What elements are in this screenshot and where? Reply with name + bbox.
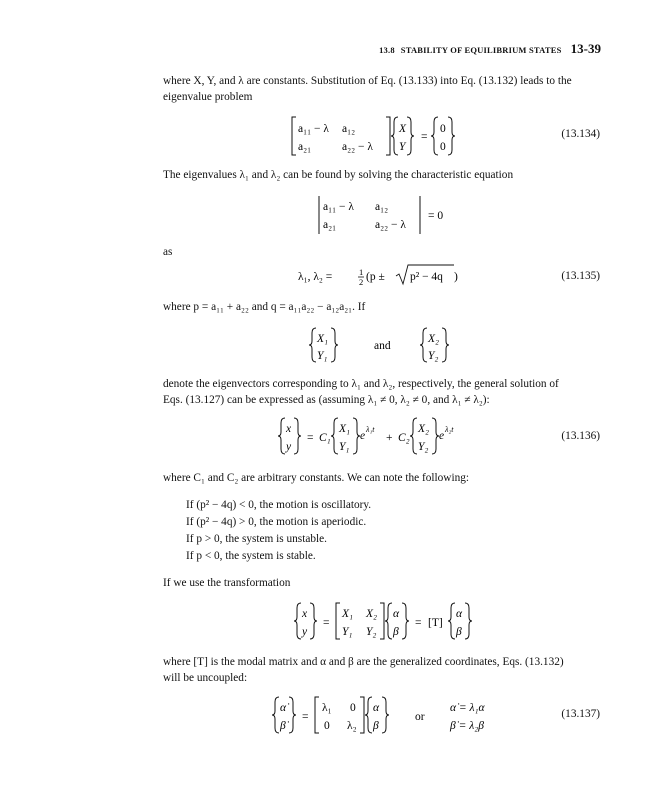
matrix-entry-21: a₂₁: [298, 141, 312, 153]
det-entry-21: a₂₁: [323, 219, 337, 231]
modal-21: Y₁: [342, 626, 353, 638]
exp2-base: e: [439, 430, 445, 442]
or-word: or: [415, 711, 425, 723]
zero-entry-1: 0: [440, 123, 446, 135]
vector-entry-x: X: [399, 123, 407, 135]
section-title: STABILITY OF EQUILIBRIUM STATES: [400, 45, 562, 55]
coord-alpha: α: [373, 702, 380, 714]
exp1-power: λ₁t: [366, 425, 375, 434]
eigvec1-x: X₁: [317, 333, 329, 345]
vec1-x1: X₁: [339, 423, 351, 435]
matrix-bracket-left: [292, 117, 296, 155]
vec2-y2: Y₂: [418, 441, 429, 453]
modal-bracket-left: [336, 603, 340, 639]
alpha-dot: α̇: [280, 702, 287, 714]
vec2-brace-left: [410, 418, 417, 454]
coord-beta: β: [393, 626, 399, 638]
ab2-brace-left: [448, 603, 455, 639]
eigvec1-y: Y₁: [317, 350, 328, 362]
equation-number-13-135: (13.135): [561, 270, 600, 282]
equals-sign: =: [302, 711, 309, 723]
paragraph-4: where p = a₁₁ + a₂₂ and q = a₁₁a₂₂ − a₁₂a₂₁. If: [163, 301, 366, 313]
vec2-x2: X₂: [418, 423, 430, 435]
var-x: x: [286, 423, 292, 435]
det-rhs: = 0: [428, 210, 444, 222]
half-numerator: 1: [359, 267, 364, 277]
uncoupled-eq-1: α̇ = λ₁α: [450, 702, 485, 714]
eigvec2-brace-right: [442, 328, 449, 362]
modal-bracket-right: [380, 603, 384, 639]
equals-sign: =: [307, 432, 314, 444]
xy-brace-left: [278, 418, 285, 454]
condition-2: If (p² − 4q) > 0, the motion is aperiodic.: [186, 516, 367, 528]
vec2-brace-right: [432, 418, 439, 454]
eigvec1-brace-right: [331, 328, 338, 362]
ab-brace-left: [365, 697, 372, 733]
transformation-equation: [292, 600, 492, 644]
vector-brace-left: [391, 117, 398, 155]
paragraph-5-line-2: Eqs. (13.127) can be expressed as (assuming λ₁ ≠ 0, λ₂ ≠ 0, and λ₁ ≠ λ₂):: [163, 394, 490, 406]
xy-brace-right: [294, 418, 301, 454]
vec1-brace-right: [353, 418, 360, 454]
condition-4: If p < 0, the system is stable.: [186, 550, 316, 562]
paragraph-1-line-2: eigenvalue problem: [163, 91, 253, 103]
dot-brace-right: [289, 697, 296, 733]
zero-vector-brace-right: [448, 117, 455, 155]
diag-21: 0: [324, 720, 330, 732]
coord-beta: β: [373, 720, 379, 732]
equation-13-136: [276, 415, 496, 459]
matrix-entry-11: a₁₁ − λ: [298, 123, 329, 135]
ab-brace-left: [385, 603, 392, 639]
constant-c2: C₂: [398, 432, 410, 444]
equation-number-13-134: (13.134): [561, 128, 600, 140]
matrix-entry-12: a₁₂: [342, 123, 356, 135]
diag-11: λ₁: [322, 702, 332, 714]
condition-3: If p > 0, the system is unstable.: [186, 533, 327, 545]
eigvec1-brace-left: [309, 328, 316, 362]
paragraph-8-line-1: where [T] is the modal matrix and α and β are the generalized coordinates, Eqs. (13.132): [163, 656, 564, 668]
var-y: y: [302, 626, 308, 638]
equation-13-134: [290, 113, 480, 159]
xy-brace-left: [294, 603, 301, 639]
dot-brace-left: [272, 697, 279, 733]
diag-bracket-right: [360, 697, 364, 733]
modal-matrix-T: [T]: [428, 617, 443, 629]
eigvec2-x: X₂: [428, 333, 440, 345]
radicand: p² − 4q: [410, 271, 443, 283]
equation-13-135: [296, 258, 476, 292]
exp1-base: e: [360, 430, 366, 442]
page-number: 13-39: [570, 41, 601, 56]
and-word: and: [374, 340, 391, 352]
equals-sign: =: [323, 617, 330, 629]
paragraph-5-line-1: denote the eigenvectors corresponding to λ₁ and λ₂, respectively, the general solution of: [163, 378, 559, 390]
diag-22: λ₂: [347, 720, 357, 732]
matrix-bracket-right: [386, 117, 390, 155]
modal-11: X₁: [342, 608, 354, 620]
det-entry-22: a₂₂ − λ: [375, 219, 406, 231]
paragraph-1-line-1: where X, Y, and λ are constants. Substitution of Eq. (13.133) into Eq. (13.132) leads to the: [163, 75, 572, 87]
coord-alpha: α: [393, 608, 400, 620]
ab2-brace-right: [465, 603, 472, 639]
eigenvectors: [308, 326, 468, 366]
beta-dot: β̇: [280, 720, 286, 732]
eigvec2-y: Y₂: [428, 350, 439, 362]
paragraph-6: where C₁ and C₂ are arbitrary constants. We can note the following:: [163, 472, 470, 484]
matrix-entry-22: a₂₂ − λ: [342, 141, 373, 153]
modal-22: Y₂: [366, 626, 377, 638]
equals-sign-2: =: [415, 617, 422, 629]
det-entry-11: a₁₁ − λ: [323, 201, 354, 213]
eigenvalue-lhs: λ₁, λ₂ =: [298, 271, 333, 283]
var-x: x: [302, 608, 308, 620]
ab-brace-right: [382, 697, 389, 733]
vec1-brace-left: [331, 418, 338, 454]
plus-sign: +: [386, 432, 393, 444]
diag-12: 0: [350, 702, 356, 714]
modal-12: X₂: [366, 608, 378, 620]
ab-brace-right: [402, 603, 409, 639]
equation-number-13-136: (13.136): [561, 430, 600, 442]
half-denominator: 2: [359, 277, 364, 287]
equals-sign: =: [421, 131, 428, 143]
paragraph-2: The eigenvalues λ₁ and λ₂ can be found by solving the characteristic equation: [163, 169, 514, 181]
section-number: 13.8: [379, 45, 395, 55]
paragraph-8-line-2: will be uncoupled:: [163, 672, 248, 684]
xy-brace-right: [310, 603, 317, 639]
det-entry-12: a₁₂: [375, 201, 389, 213]
exp2-power: λ₂t: [445, 425, 454, 434]
zero-vector-brace-left: [431, 117, 438, 155]
eigvec2-brace-left: [420, 328, 427, 362]
constant-c1: C₁: [319, 432, 331, 444]
var-y: y: [286, 441, 292, 453]
vector-brace-right: [407, 117, 414, 155]
equation-number-13-137: (13.137): [561, 708, 600, 720]
vec1-y1: Y₁: [339, 441, 350, 453]
paragraph-3: as: [163, 246, 173, 258]
page-header: [379, 41, 601, 57]
diag-bracket-left: [315, 697, 319, 733]
paragraph-7: If we use the transformation: [163, 577, 291, 589]
characteristic-equation: [316, 193, 466, 237]
condition-1: If (p² − 4q) < 0, the motion is oscillatory.: [186, 499, 372, 511]
paren-close: ): [454, 271, 458, 283]
coord-beta-2: β: [456, 626, 462, 638]
coord-alpha-2: α: [456, 608, 463, 620]
equation-13-137: [270, 694, 510, 738]
uncoupled-eq-2: β̇ = λ₂β: [450, 720, 484, 732]
paren-open: (p ±: [366, 271, 385, 283]
vector-entry-y: Y: [399, 141, 406, 153]
zero-entry-2: 0: [440, 141, 446, 153]
